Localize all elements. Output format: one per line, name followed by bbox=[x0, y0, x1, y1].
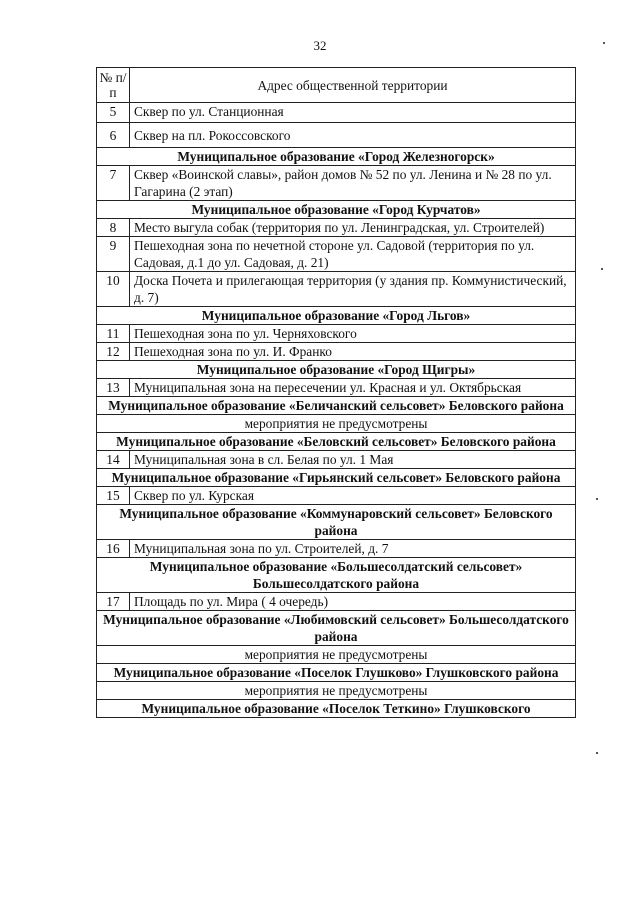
section-heading-row bbox=[97, 611, 576, 646]
row-address-cell: Сквер на пл. Рокоссовского bbox=[130, 123, 576, 148]
header-number-cell: № п/п bbox=[97, 68, 130, 103]
table-row bbox=[97, 379, 576, 397]
row-address-cell: Сквер по ул. Станционная bbox=[130, 103, 576, 123]
table-row bbox=[97, 540, 576, 558]
row-address-cell: Пешеходная зона по нечетной стороне ул. Садовой (территория по ул. Садовая, д.1 до ул. Садовая, д. 21) bbox=[130, 237, 576, 272]
table-row bbox=[97, 219, 576, 237]
section-heading-row bbox=[97, 700, 576, 718]
table-row bbox=[97, 123, 576, 148]
section-heading-row bbox=[97, 469, 576, 487]
table-row bbox=[97, 593, 576, 611]
section-heading-row bbox=[97, 397, 576, 415]
row-address-cell: Сквер «Воинской славы», район домов № 52 по ул. Ленина и № 28 по ул. Гагарина (2 этап) bbox=[130, 166, 576, 201]
row-address-cell: Сквер по ул. Курская bbox=[130, 487, 576, 505]
row-number-cell: 11 bbox=[97, 325, 130, 343]
section-heading-row bbox=[97, 148, 576, 166]
no-measures-note-row bbox=[97, 415, 576, 433]
row-number-cell: 6 bbox=[97, 123, 130, 148]
table-header-row bbox=[97, 68, 576, 103]
row-number-cell: 17 bbox=[97, 593, 130, 611]
table-row bbox=[97, 166, 576, 201]
no-measures-note: мероприятия не предусмотрены bbox=[97, 646, 576, 664]
row-number-cell: 7 bbox=[97, 166, 130, 201]
section-heading-row bbox=[97, 664, 576, 682]
section-heading-row bbox=[97, 307, 576, 325]
row-address-cell: Доска Почета и прилегающая территория (у здания пр. Коммунистический, д. 7) bbox=[130, 272, 576, 307]
section-heading-row bbox=[97, 433, 576, 451]
row-number-cell: 16 bbox=[97, 540, 130, 558]
row-number-cell: 8 bbox=[97, 219, 130, 237]
territory-table bbox=[96, 67, 576, 718]
no-measures-note-row bbox=[97, 682, 576, 700]
section-heading: Муниципальное образование «Коммунаровский сельсовет» Беловского района bbox=[97, 505, 576, 540]
row-number-cell: 5 bbox=[97, 103, 130, 123]
row-number-cell: 10 bbox=[97, 272, 130, 307]
row-address-cell: Муниципальная зона по ул. Строителей, д. 7 bbox=[130, 540, 576, 558]
no-measures-note: мероприятия не предусмотрены bbox=[97, 682, 576, 700]
section-heading: Муниципальное образование «Поселок Теткино» Глушковского bbox=[97, 700, 576, 718]
row-number-cell: 9 bbox=[97, 237, 130, 272]
table-row bbox=[97, 272, 576, 307]
scan-speck bbox=[596, 752, 598, 754]
section-heading: Муниципальное образование «Беличанский сельсовет» Беловского района bbox=[97, 397, 576, 415]
row-address-cell: Площадь по ул. Мира ( 4 очередь) bbox=[130, 593, 576, 611]
row-number-cell: 14 bbox=[97, 451, 130, 469]
section-heading-row bbox=[97, 201, 576, 219]
section-heading: Муниципальное образование «Город Щигры» bbox=[97, 361, 576, 379]
table-row bbox=[97, 103, 576, 123]
row-number-cell: 13 bbox=[97, 379, 130, 397]
section-heading: Муниципальное образование «Любимовский сельсовет» Большесолдатского района bbox=[97, 611, 576, 646]
table-row bbox=[97, 325, 576, 343]
section-heading-row bbox=[97, 558, 576, 593]
no-measures-note-row bbox=[97, 646, 576, 664]
table-row bbox=[97, 487, 576, 505]
page-number: 32 bbox=[313, 38, 327, 53]
row-number-cell: 12 bbox=[97, 343, 130, 361]
no-measures-note: мероприятия не предусмотрены bbox=[97, 415, 576, 433]
table-row bbox=[97, 451, 576, 469]
section-heading: Муниципальное образование «Гирьянский сельсовет» Беловского района bbox=[97, 469, 576, 487]
section-heading: Муниципальное образование «Большесолдатский сельсовет» Большесолдатского района bbox=[97, 558, 576, 593]
row-address-cell: Муниципальная зона в сл. Белая по ул. 1 Мая bbox=[130, 451, 576, 469]
section-heading: Муниципальное образование «Город Железногорск» bbox=[97, 148, 576, 166]
section-heading: Муниципальное образование «Поселок Глушково» Глушковского района bbox=[97, 664, 576, 682]
header-address-cell: Адрес общественной территории bbox=[130, 68, 576, 103]
section-heading: Муниципальное образование «Город Льгов» bbox=[97, 307, 576, 325]
table-row bbox=[97, 343, 576, 361]
scan-speck bbox=[603, 42, 605, 44]
scan-speck bbox=[596, 498, 598, 500]
section-heading-row bbox=[97, 505, 576, 540]
section-heading: Муниципальное образование «Город Курчатов» bbox=[97, 201, 576, 219]
row-address-cell: Место выгула собак (территория по ул. Ленинградская, ул. Строителей) bbox=[130, 219, 576, 237]
row-address-cell: Муниципальная зона на пересечении ул. Красная и ул. Октябрьская bbox=[130, 379, 576, 397]
row-address-cell: Пешеходная зона по ул. И. Франко bbox=[130, 343, 576, 361]
row-address-cell: Пешеходная зона по ул. Черняховского bbox=[130, 325, 576, 343]
section-heading: Муниципальное образование «Беловский сельсовет» Беловского района bbox=[97, 433, 576, 451]
table-row bbox=[97, 237, 576, 272]
section-heading-row bbox=[97, 361, 576, 379]
scan-speck bbox=[601, 268, 603, 270]
row-number-cell: 15 bbox=[97, 487, 130, 505]
